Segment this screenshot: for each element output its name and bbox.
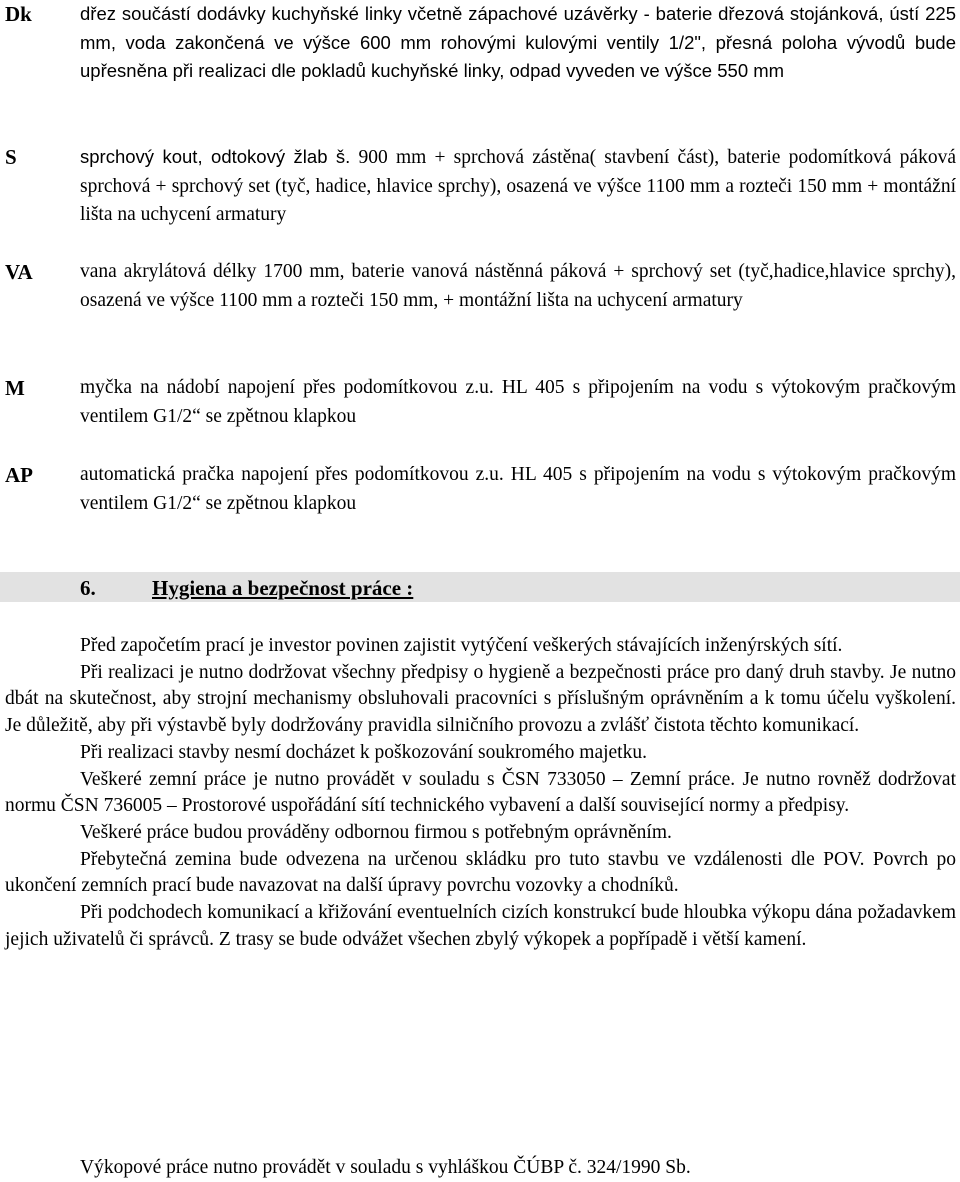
legend-description-part: 900 mm + sprchová zástěna( stavbení část), baterie podomítková páková sprchová + sprchový set (tyč, hadice, hlavice sprchy), osazená ve výšce 1100 mm a rozteči 150 mm + montážní lišta na uchycení armatury	[80, 147, 956, 225]
legend-code: M	[5, 376, 25, 400]
legend-description-part: sprchový kout, odtokový žlab š.	[80, 146, 351, 167]
paragraph: Při podchodech komunikací a křižování eventuelních cizích konstrukcí bude hloubka výkopu dána požadavkem jejich uživatelů či správců. Z trasy se bude odvážet všechen zbylý výkopek a popřípadě i větší kamení.	[5, 902, 956, 950]
paragraph: Při realizaci stavby nesmí docházet k poškozování soukromého majetku.	[80, 741, 647, 763]
legend-code: VA	[5, 260, 33, 284]
paragraph: Veškeré práce budou prováděny odbornou firmou s potřebným oprávněním.	[80, 821, 672, 843]
legend-description: automatická pračka napojení přes podomítkovou z.u. HL 405 s připojením na vodu s výtokovým pračkovým ventilem G1/2“ se zpětnou klapkou	[80, 464, 956, 514]
section-heading	[0, 572, 960, 602]
legend-code: Dk	[5, 2, 32, 26]
paragraph: Přebytečná zemina bude odvezena na určenou skládku pro tuto stavbu ve vzdálenosti dle POV. Povrch po ukončení zemních prací bude navazovat na další úpravy povrchu vozovky a chodníků.	[5, 848, 956, 897]
section-body	[5, 633, 956, 953]
legend-description	[80, 143, 956, 230]
legend-description: vana akrylátová délky 1700 mm, baterie vanová nástěnná páková + sprchový set (tyč,hadice,hlavice sprchy), osazená ve výšce 1100 mm a rozteči 150 mm, + montážní lišta na uchycení armatury	[80, 261, 956, 311]
legend-code: S	[5, 145, 17, 169]
section-title: Hygiena a bezpečnost práce :	[152, 576, 414, 600]
legend-description: myčka na nádobí napojení přes podomítkovou z.u. HL 405 s připojením na vodu s výtokovým pračkovým ventilem G1/2“ se zpětnou klapkou	[80, 377, 956, 427]
legend-description: dřez součástí dodávky kuchyňské linky včetně zápachové uzávěrky - baterie dřezová stojánková, ústí 225 mm, voda zakončená ve výšce 600 mm rohovými kulovými ventily 1/2", přesná poloha vývodů bude upřesněna při realizaci dle pokladů kuchyňské linky, odpad vyveden ve výšce 550 mm	[80, 3, 956, 81]
paragraph: Před započetím prací je investor povinen zajistit vytýčení veškerých stávajících inženýrských sítí.	[80, 635, 843, 656]
paragraph: Veškeré zemní práce je nutno provádět v souladu s ČSN 733050 – Zemní práce. Je nutno rovněž dodržovat normu ČSN 736005 – Prostorové uspořádání sítí technického vybavení a další související normy a předpisy.	[5, 768, 956, 817]
legend-code: AP	[5, 463, 33, 487]
section-number: 6.	[80, 576, 96, 600]
paragraph: Při realizaci je nutno dodržovat všechny předpisy o hygieně a bezpečnosti práce pro daný druh stavby. Je nutno dbát na skutečnost, aby strojní mechanismy obsluhovali pracovníci s příslušným oprávněním a k tomu účelu vyškolení. Je důležitě, aby při výstavbě byly dodržovány pravidla silničního provozu a zvlášť čistota těchto komunikací.	[5, 661, 956, 737]
final-line: Výkopové práce nutno provádět v souladu s vyhláškou ČÚBP č. 324/1990 Sb.	[80, 1157, 691, 1178]
